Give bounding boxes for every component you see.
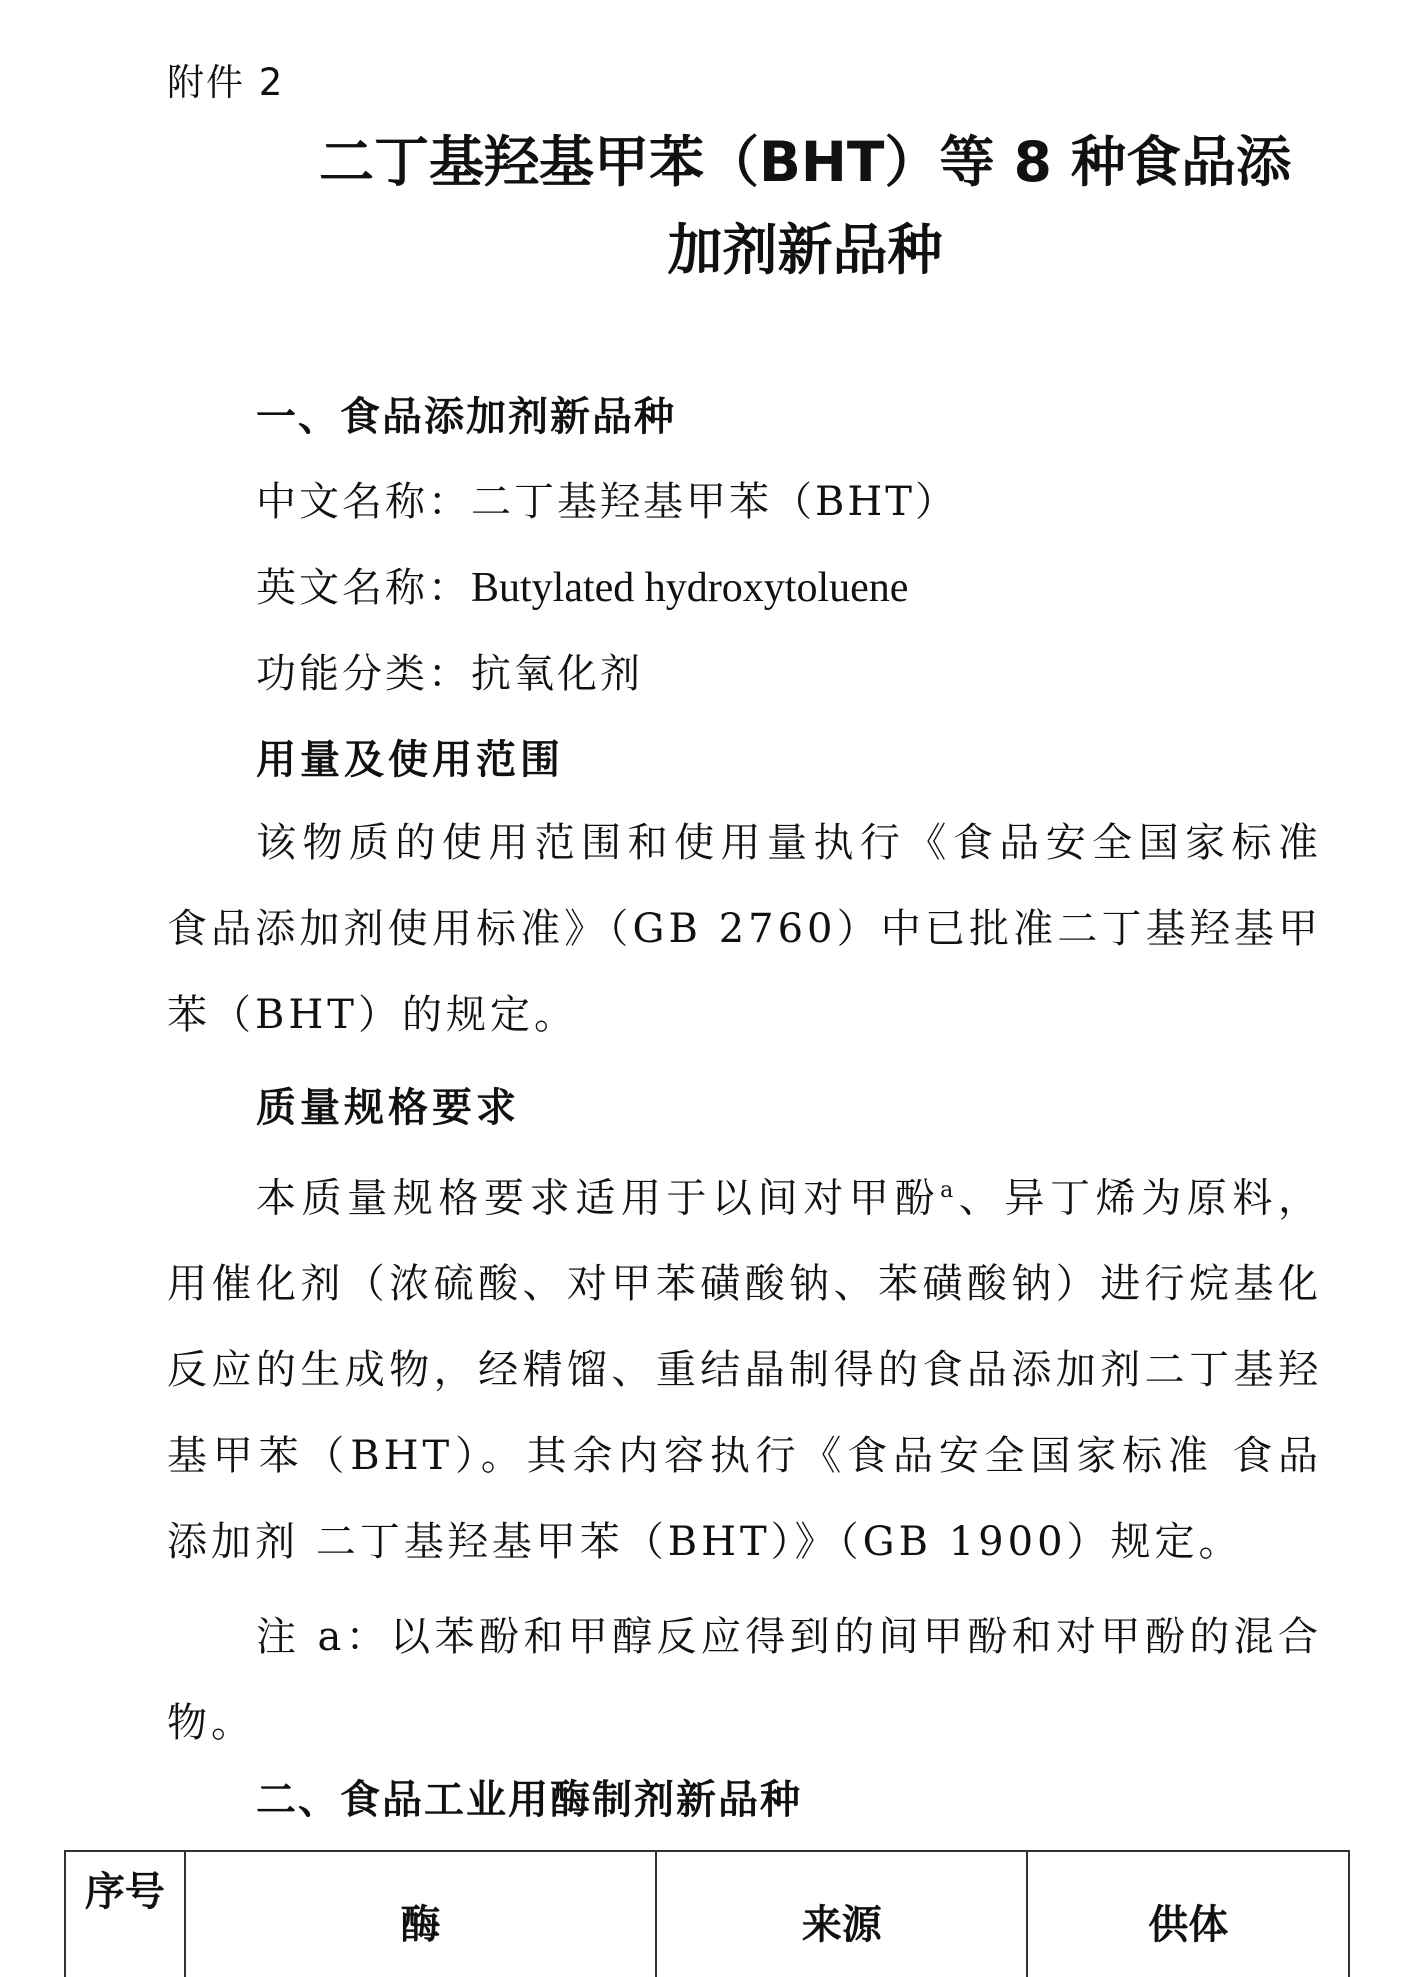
- col-header-source: 来源: [656, 1851, 1027, 1977]
- usage-heading: 用量及使用范围: [256, 736, 564, 783]
- quality-paragraph: [167, 1148, 1322, 1585]
- quality-text-part2: 、异丁烯为原料，用催化剂（浓硫酸、对甲苯磺酸钠、苯磺酸钠）进行烷基化反应的生成物，经精馏、重结晶制得的食品添加剂二丁基羟基甲苯（BHT）。其余内容执行《食品安全国家标准 食品添加剂 二丁基羟基甲苯（BHT）》（GB 1900）规定。: [167, 1175, 1323, 1566]
- footnote-marker: a: [940, 1178, 958, 1203]
- field-label: 功能分类：: [256, 651, 471, 697]
- field-function-class: [256, 642, 643, 699]
- field-chinese-name: [256, 470, 958, 527]
- field-value: 抗氧化剂: [471, 651, 643, 697]
- field-value: 二丁基羟基甲苯（BHT）: [471, 479, 958, 525]
- enzyme-table: [64, 1850, 1350, 1977]
- col-header-enzyme: 酶: [185, 1851, 656, 1977]
- field-label: 英文名称：: [256, 565, 471, 611]
- attachment-label: 附件 2: [167, 61, 285, 104]
- title-line-2: 加剂新品种: [667, 218, 943, 282]
- section1-heading: 一、食品添加剂新品种: [256, 394, 676, 440]
- usage-paragraph: 该物质的使用范围和使用量执行《食品安全国家标准 食品添加剂使用标准》（GB 2760）中已批准二丁基羟基甲苯（BHT）的规定。: [167, 820, 1322, 1038]
- field-english-name: [256, 556, 908, 613]
- col-header-donor: 供体: [1027, 1851, 1349, 1977]
- quality-heading: 质量规格要求: [256, 1084, 520, 1131]
- document-title: [280, 118, 1330, 294]
- section2-heading: 二、食品工业用酶制剂新品种: [256, 1777, 802, 1823]
- field-label: 中文名称：: [256, 479, 471, 525]
- table-header-row: [65, 1851, 1349, 1977]
- quality-text-part1: 本质量规格要求适用于以间对甲酚: [256, 1175, 941, 1222]
- col-header-index: 序号: [65, 1851, 185, 1977]
- title-line-1: 二丁基羟基甲苯（BHT）等 8 种食品添: [318, 130, 1292, 194]
- field-value: Butylated hydroxytoluene: [471, 565, 909, 611]
- footnote-paragraph: 注 a：以苯酚和甲醇反应得到的间甲酚和对甲酚的混合物。: [167, 1614, 1322, 1746]
